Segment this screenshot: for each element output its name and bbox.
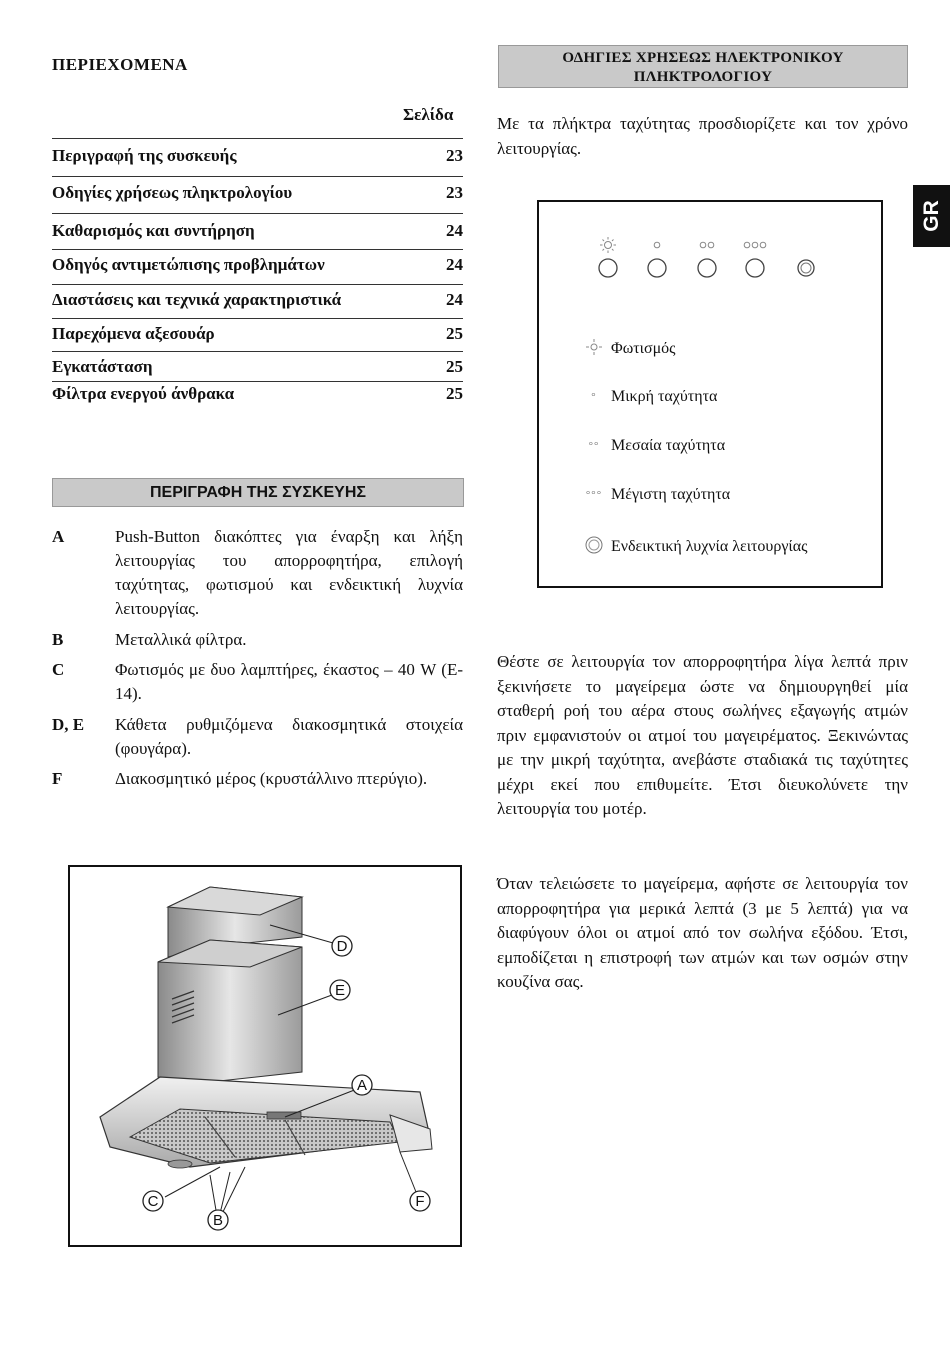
legend-item (577, 388, 717, 406)
indicator-lamp (798, 260, 814, 276)
toc-entry (52, 221, 463, 241)
toc-entry-page: 23 (446, 146, 463, 165)
toc-entry (52, 384, 463, 404)
speed-3-button[interactable] (746, 259, 764, 277)
toc-entry (52, 183, 463, 203)
label-a: A (356, 1077, 368, 1094)
speed-1-button[interactable] (648, 259, 666, 277)
legend-item (577, 535, 807, 558)
keyboard-intro: Με τα πλήκτρα ταχύτητας προσδιορίζετε και τον χρόνο λειτουργίας. (497, 114, 908, 158)
usage-paragraph-2: Όταν τελειώσετε το μαγείρεμα, αφήστε σε λειτουργία τον απορροφητήρα για μερικά λεπτά (3 με 5 λεπτά) για να διαφύγουν όλοι οι ατμοί από τον σωλήνα εξόδου. Έτσι, εμποδίζεται η επιστροφή των ατμών και των οσμών στην κουζίνα σας. (497, 874, 908, 991)
toc-rule (52, 351, 463, 352)
label-d: D (336, 938, 348, 955)
legend-label: Μεσαία ταχύτητα (611, 437, 726, 454)
speed-2-icon: °° (588, 440, 600, 452)
description-key: F (52, 769, 63, 788)
speed-2-button[interactable] (698, 259, 716, 277)
description-text: Διακοσμητικό μέρος (κρυστάλλινο πτερύγιο). (115, 769, 428, 788)
toc-entry-label: Διαστάσεις και τεχνικά χαρακτηριστικά (52, 290, 342, 309)
hood-drawing (70, 867, 460, 1245)
description-item (52, 525, 463, 625)
legend-item (577, 486, 730, 504)
toc-entry-page: 25 (446, 384, 463, 403)
description-item (52, 658, 463, 708)
keyboard-heading (498, 45, 908, 88)
toc-entry (52, 357, 463, 377)
description-item (52, 767, 463, 817)
toc-entry-page: 25 (446, 357, 463, 376)
label-b: B (212, 1212, 224, 1229)
light-icon (577, 338, 611, 359)
toc-entry (52, 290, 463, 310)
speed-1-icon: ° (591, 391, 597, 403)
toc-entry-page: 23 (446, 183, 463, 202)
usage-paragraph-1: Θέστε σε λειτουργία τον απορροφητήρα λίγα λεπτά πριν ξεκινήσετε το μαγείρεμα ώστε να δημιουργηθεί μία σταθερή ροή του αέρα στους σωλήνες εξαγωγής ατμών πριν εμφανιστούν οι ατμοί του μαγειρέματος. Ξεκινώντας με την μικρή ταχύτητα, ανεβάστε σταδιακά τις ταχύτητες μέχρι εκεί που επιθυμείτε. Έτσι διευκολύνετε την λειτουργία του μοτέρ. (497, 652, 908, 818)
toc-page-header: Σελίδα (403, 105, 454, 124)
label-e: E (334, 982, 346, 999)
toc-entry (52, 146, 463, 166)
toc-entry-page: 24 (446, 221, 463, 240)
toc-rule (52, 213, 463, 214)
legend-label: Μικρή ταχύτητα (611, 388, 718, 405)
toc-entry-label: Φίλτρα ενεργού άνθρακα (52, 384, 235, 403)
lamp (168, 1160, 192, 1168)
description-key: A (52, 527, 65, 546)
keyboard-heading-line1: ΟΔΗΓΙΕΣ ΧΡΗΣΕΩΣ ΗΛΕΚΤΡΟΝΙΚΟΥ (562, 50, 844, 66)
toc-rule (52, 249, 463, 250)
speed-3-icon: °°° (585, 489, 603, 501)
language-tab (913, 185, 950, 247)
toc-entry-label: Εγκατάσταση (52, 357, 153, 376)
light-button[interactable] (599, 259, 617, 277)
legend-label: Ενδεικτική λυχνία λειτουργίας (611, 537, 808, 555)
toc-title: ΠΕΡΙΕΧΟΜΕΝΑ (52, 55, 188, 74)
toc-entry-label: Παρεχόμενα αξεσουάρ (52, 324, 215, 343)
description-item (52, 713, 463, 763)
toc-entry-label: Οδηγίες χρήσεως πληκτρολογίου (52, 183, 293, 202)
label-c: C (147, 1193, 159, 1210)
toc-rule (52, 138, 463, 139)
toc-entry-page: 24 (446, 255, 463, 274)
keyboard-heading-line2: ΠΛΗΚΤΡΟΛΟΓΙΟΥ (633, 69, 773, 85)
language-tab-label: GR (919, 200, 943, 232)
description-heading: ΠΕΡΙΓΡΑΦΗ ΤΗΣ ΣΥΣΚΕΥΗΣ (52, 478, 464, 507)
legend-item (577, 338, 676, 359)
keyboard-buttons (539, 202, 881, 322)
description-text: Κάθετα ρυθμιζόμενα διακοσμητικά στοιχεία (φουγάρα). (115, 715, 463, 758)
legend-item (577, 437, 725, 455)
description-key: D, E (52, 715, 85, 734)
hood-illustration (68, 865, 462, 1247)
toc-rule (52, 381, 463, 382)
description-text: Φωτισμός με δυο λαμπτήρες, έκαστος – 40 W (E-14). (115, 660, 463, 703)
description-item (52, 628, 463, 654)
toc-entry-label: Περιγραφή της συσκευής (52, 146, 237, 165)
toc-entry-page: 24 (446, 290, 463, 309)
label-f: F (415, 1193, 425, 1210)
description-key: C (52, 660, 65, 679)
toc-entry-label: Οδηγός αντιμετώπισης προβλημάτων (52, 255, 325, 274)
description-text: Push-Button διακόπτες για έναρξη και λήξη λειτουργίας του απορροφητήρα, επιλογή ταχύτητας, φωτισμού και ενδεικτική λυχνία λειτουργίας. (115, 527, 463, 618)
toc-entry (52, 324, 463, 344)
toc-rule (52, 176, 463, 177)
toc-entry (52, 255, 463, 275)
legend-label: Μέγιστη ταχύτητα (611, 486, 731, 503)
toc-entry-page: 25 (446, 324, 463, 343)
toc-entry-label: Καθαρισμός και συντήρηση (52, 221, 255, 240)
legend-label: Φωτισμός (611, 339, 676, 357)
indicator-lamp-icon (577, 535, 611, 558)
toc-rule (52, 318, 463, 319)
toc-rule (52, 284, 463, 285)
description-key: B (52, 630, 64, 649)
description-text: Μεταλλικά φίλτρα. (115, 630, 247, 649)
